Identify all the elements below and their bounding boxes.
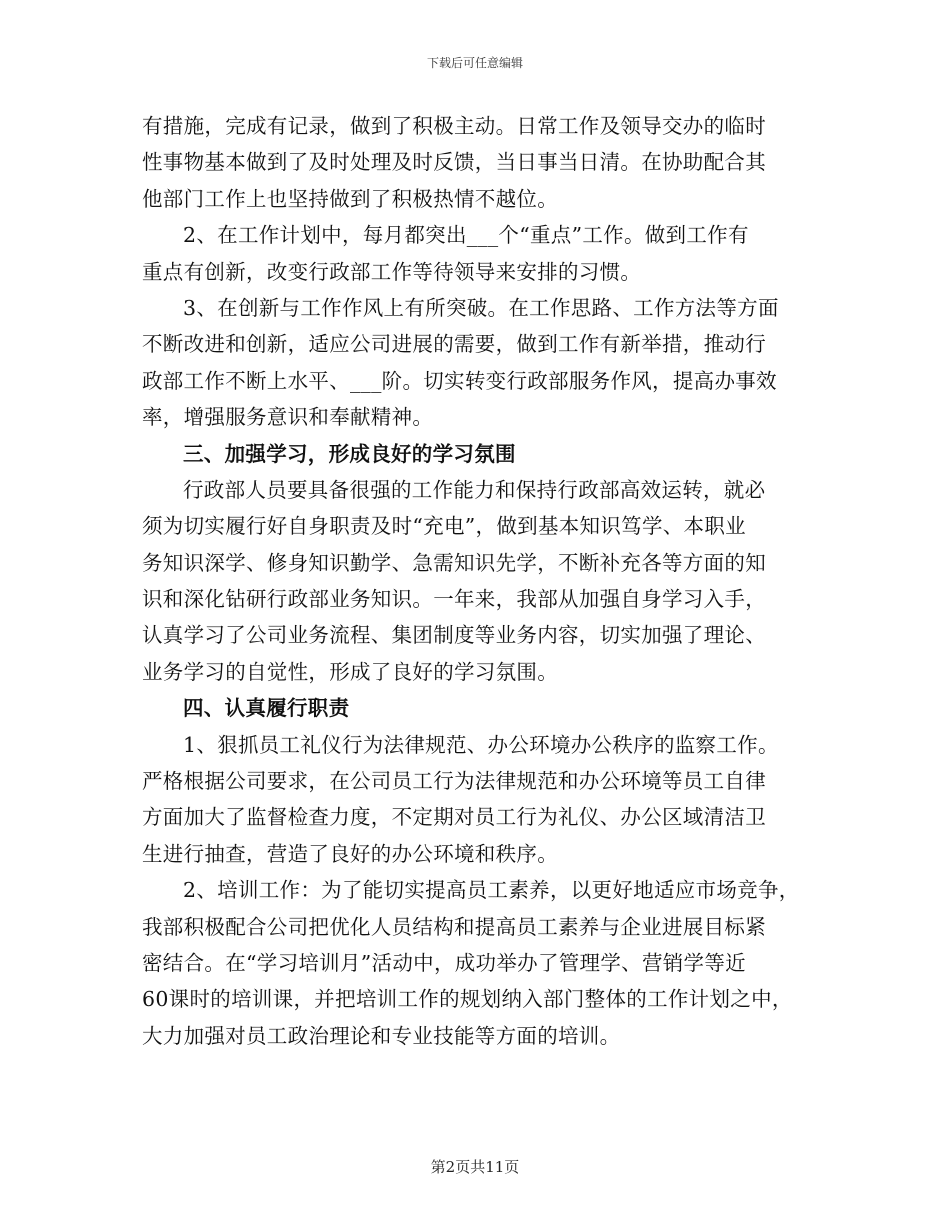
body-line: 60课时的培训课，并把培训工作的规划纳入部门整体的工作计划之中， (142, 987, 793, 1012)
body-line: 1、狠抓员工礼仪行为法律规范、办公环境办公秩序的监察工作。 (183, 732, 779, 757)
body-line: 重点有创新，改变行政部工作等待领导来安排的习惯。 (142, 259, 642, 284)
body-line: 识和深化钻研行政部业务知识。一年来，我部从加强自身学习入手， (142, 587, 766, 612)
body-line: 3、在创新与工作作风上有所突破。在工作思路、工作方法等方面 (183, 295, 779, 320)
body-line: 大力加强对员工政治理论和专业技能等方面的培训。 (142, 1023, 621, 1048)
section-heading: 四、认真履行职责 (183, 696, 350, 721)
body-line: 率，增强服务意识和奉献精神。 (142, 405, 434, 430)
body-line: 不断改进和创新，适应公司进展的需要，做到工作有新举措，推动行 (142, 332, 766, 357)
page-header: 下载后可任意编辑 (426, 56, 523, 70)
section-heading: 三、加强学习，形成良好的学习氛围 (183, 441, 516, 466)
body-line: 严格根据公司要求，在公司员工行为法律规范和办公环境等员工自律 (142, 769, 766, 794)
body-line: 须为切实履行好自身职责及时“充电”，做到基本知识笃学、本职业 (142, 514, 746, 539)
body-line: 方面加大了监督检查力度，不定期对员工行为礼仪、办公区域清洁卫 (142, 805, 766, 830)
body-line: 认真学习了公司业务流程、集团制度等业务内容，切实加强了理论、 (142, 623, 766, 648)
body-line: 有措施，完成有记录，做到了积极主动。日常工作及领导交办的临时 (142, 114, 766, 138)
body-line: 他部门工作上也坚持做到了积极热情不越位。 (142, 186, 558, 211)
body-line: 我部积极配合公司把优化人员结构和提高员工素养与企业进展目标紧 (142, 914, 766, 939)
body-line: 生进行抽查，营造了良好的办公环境和秩序。 (142, 841, 558, 866)
body-line: 务知识深学、修身知识勤学、急需知识先学，不断补充各等方面的知 (142, 550, 766, 575)
body-line: 性事物基本做到了及时处理及时反馈，当日事当日清。在协助配合其 (142, 150, 766, 175)
body-line: 2、在工作计划中，每月都突出___个“重点”工作。做到工作有 (183, 223, 749, 248)
body-line: 2、培训工作：为了能切实提高员工素养，以更好地适应市场竞争， (183, 878, 800, 903)
page-footer: 第2页共11页 (430, 1158, 520, 1176)
body-line: 业务学习的自觉性，形成了良好的学习氛围。 (142, 659, 558, 684)
document-body (142, 108, 814, 1054)
body-line: 密结合。在“学习培训月”活动中，成功举办了管理学、营销学等近 (142, 950, 746, 975)
body-line: 行政部人员要具备很强的工作能力和保持行政部高效运转，就必 (183, 477, 766, 502)
body-line: 政部工作不断上水平、___阶。切实转变行政部服务作风，提高办事效 (142, 368, 777, 393)
